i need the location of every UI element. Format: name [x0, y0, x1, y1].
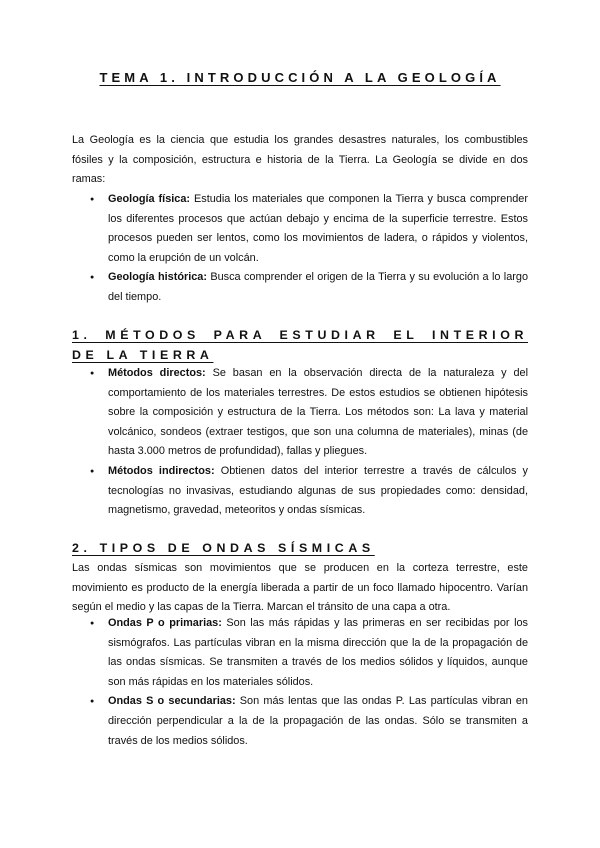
section-2-heading: 2. TIPOS DE ONDAS SÍSMICAS [72, 541, 375, 555]
list-item: ● Métodos indirectos: Obtienen datos del interior terrestre a través de cálculos y tecnologías no invasivas, estudiando algunas de sus propiedades como: densidad, magnetismo, gravedad, meteoritos y ondas sísmicas. [90, 462, 528, 521]
document-title: TEMA 1. INTRODUCCIÓN A LA GEOLOGÍA [99, 70, 501, 85]
list-item: ● Métodos directos: Se basan en la observación directa de la naturaleza y del comportamiento de los materiales terrestres. De estos estudios se obtienen hipótesis sobre la composición y estructura de la Tierra. Los métodos son: La lava y material volcánico, sondeos (extraer testigos, que son una columna de materiales), minas (de hasta 3.000 metros de profundidad), fallas y pliegues. [90, 364, 528, 462]
branches-list [90, 190, 528, 308]
waves-list [90, 614, 528, 751]
section-1-heading: 1. MÉTODOS PARA ESTUDIAR EL INTERIOR DE LA TIERRA [72, 328, 528, 362]
methods-list [90, 364, 528, 521]
list-item: ● Ondas S o secundarias: Son más lentas que las ondas P. Las partículas vibran en dirección perpendicular a la de la propagación de las ondas. Sólo se transmiten a través de los medios sólidos. [90, 692, 528, 751]
intro-paragraph: La Geología es la ciencia que estudia los grandes desastres naturales, los combustibles fósiles y la composición, estructura e historia de la Tierra. La Geología se divide en dos ramas: [72, 134, 528, 186]
seismic-intro-paragraph: Las ondas sísmicas son movimientos que se producen en la corteza terrestre, este movimiento es producto de la energía liberada a partir de un foco llamado hipocentro. Varían según el medio y las capas de la Tierra. Marcan el tránsito de una capa a otra. [72, 562, 528, 614]
list-item: ● Ondas P o primarias: Son las más rápidas y las primeras en ser recibidas por los sismógrafos. Las partículas vibran en la misma dirección que la de la propagación de las ondas sísmicas. Se transmiten a través de los medios sólidos y líquidos, aunque son más rápidas en los materiales sólidos. [90, 614, 528, 692]
list-item: ● Geología física: Estudia los materiales que componen la Tierra y busca comprender los diferentes procesos que actúan debajo y encima de la superficie terrestre. Estos procesos pueden ser lentos, como los movimientos de ladera, o rápidos y violentos, como la erupción de un volcán. [90, 190, 528, 268]
list-item: ● Geología histórica: Busca comprender el origen de la Tierra y su evolución a lo largo del tiempo. [90, 268, 528, 307]
